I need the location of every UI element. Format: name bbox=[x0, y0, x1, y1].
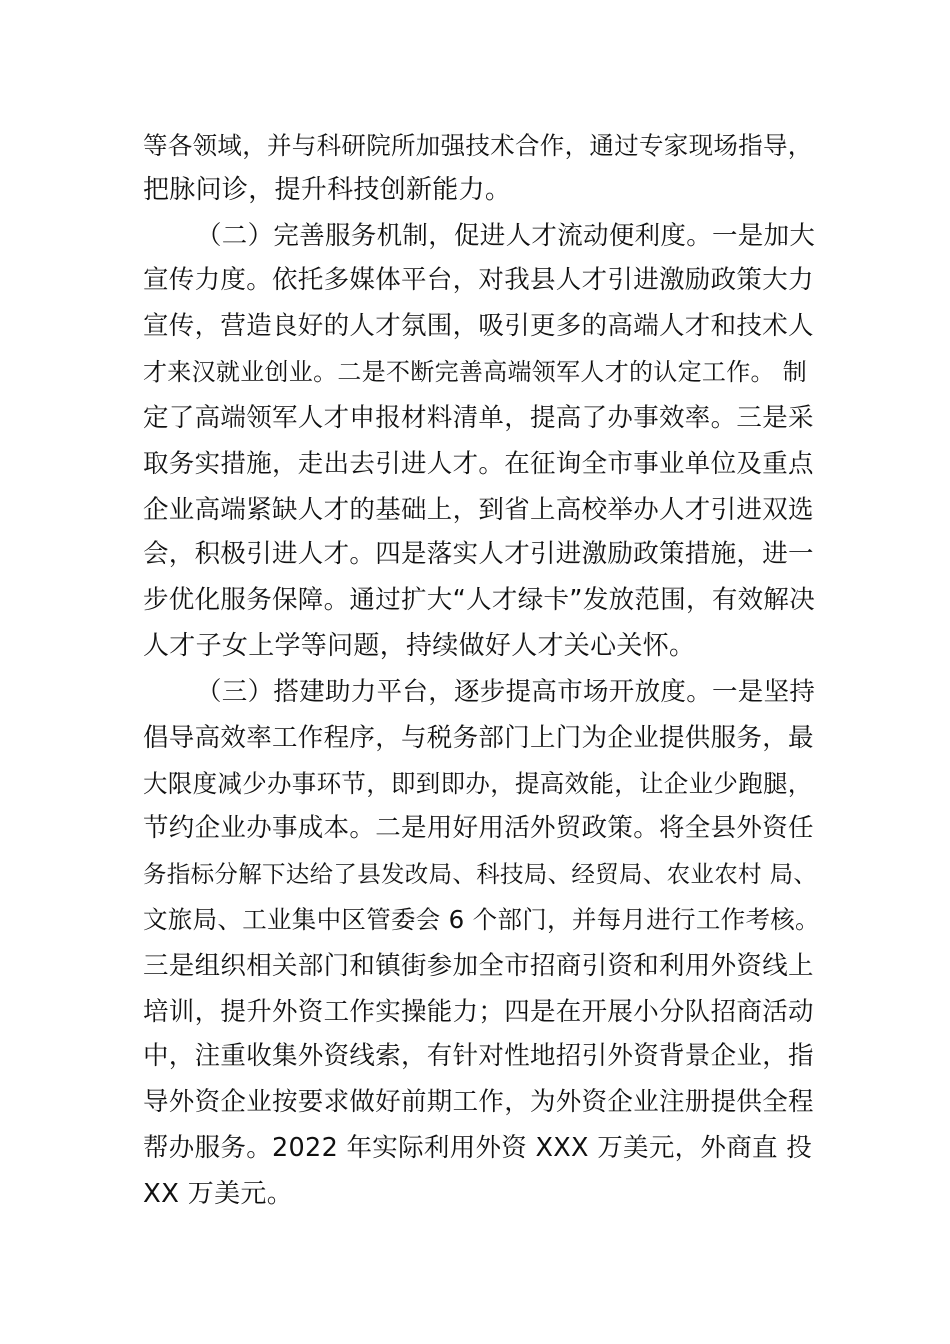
text-line: 人才子女上学等问题，持续做好人才关心关怀。 bbox=[143, 631, 696, 661]
section-heading-line: （二）完善服务机制，促进人才流动便利度。一是加大 bbox=[196, 221, 816, 251]
text-line: 取务实措施，走出去引进人才。在征询全市事业单位及重点 bbox=[143, 449, 814, 479]
text-line: 等各领域，并与科研院所加强技术合作，通过专家现场指导， bbox=[143, 131, 813, 160]
text-line: 才来汉就业创业。二是不断完善高端领军人才的认定工作。 制 bbox=[143, 358, 808, 386]
text-line: 中，注重收集外资线索，有针对性地招引外资背景企业，指 bbox=[143, 1041, 814, 1071]
text-line: 把脉问诊，提升科技创新能力。 bbox=[143, 175, 512, 205]
section-heading-line: （三）搭建助力平台，逐步提高市场开放度。一是坚持 bbox=[196, 677, 816, 707]
text-line: 三是组织相关部门和镇街参加全市招商引资和利用外资线上 bbox=[143, 951, 814, 981]
text-line: 帮办服务。2022 年实际利用外资 XXX 万美元，外商直 投 bbox=[143, 1133, 813, 1163]
text-line: 倡导高效率工作程序，与税务部门上门为企业提供服务，最 bbox=[143, 723, 814, 753]
text-line: 定了高端领军人才申报材料清单，提高了办事效率。三是采 bbox=[143, 403, 814, 433]
text-line: 会，积极引进人才。四是落实人才引进激励政策措施，进一 bbox=[143, 539, 814, 569]
text-line: 步优化服务保障。通过扩大“人才绿卡”发放范围，有效解决 bbox=[143, 585, 816, 615]
text-line: 文旅局、工业集中区管委会 6 个部门，并每月进行工作考核。 bbox=[143, 905, 820, 934]
text-line: 宣传，营造良好的人才氛围，吸引更多的高端人才和技术人 bbox=[143, 311, 814, 341]
text-line: 导外资企业按要求做好前期工作，为外资企业注册提供全程 bbox=[143, 1087, 814, 1117]
text-line: 培训，提升外资工作实操能力；四是在开展小分队招商活动 bbox=[143, 997, 814, 1027]
text-line: 企业高端紧缺人才的基础上，到省上高校举办人才引进双选 bbox=[143, 495, 814, 525]
text-line: XX 万美元。 bbox=[143, 1179, 293, 1209]
text-line: 大限度减少办事环节，即到即办，提高效能，让企业少跑腿， bbox=[143, 769, 813, 798]
text-line: 节约企业办事成本。二是用好用活外贸政策。将全县外资任 bbox=[143, 813, 814, 843]
text-line: 务指标分解下达给了县发改局、科技局、经贸局、农业农村 局、 bbox=[143, 860, 818, 888]
text-line: 宣传力度。依托多媒体平台，对我县人才引进激励政策大力 bbox=[143, 265, 814, 295]
